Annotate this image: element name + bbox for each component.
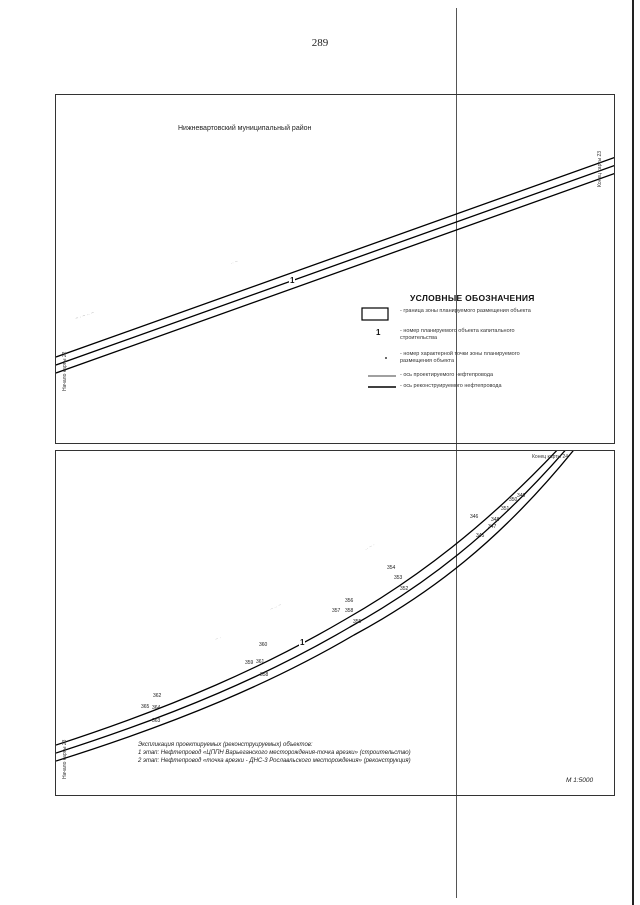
point-label: 364 (152, 705, 161, 711)
map-top-canvas (56, 95, 615, 444)
corridor-boundary-lower (56, 451, 577, 761)
point-label: 351 (501, 506, 510, 512)
district-label: Нижневартовский муниципальный район (178, 125, 312, 132)
point-label: 362 (153, 693, 162, 699)
right-edge-label: Конец карты 23 (597, 150, 603, 187)
point-label: 352 (400, 586, 409, 592)
point-label: 345 (476, 533, 485, 539)
point-label: 355 (353, 619, 362, 625)
explication-title: Экспликация проектируемых (реконструируемых) объектов: (138, 742, 313, 748)
scan-edge-line (632, 0, 634, 905)
legend-zone-box-symbol (362, 308, 388, 320)
point-label: 361 (256, 659, 265, 665)
explication-stage-1: 1 этап: Нефтепровод «ЦППН Варьеганского месторождения-точка врезки» (строительство) (138, 750, 411, 756)
point-label: 359 (245, 660, 254, 666)
pipeline-axis (56, 451, 569, 753)
corridor-boundary-upper (56, 451, 561, 745)
left-edge-label: Начало карты 23 (62, 739, 68, 779)
left-edge-label: Начало карты 22 (62, 351, 68, 391)
point-label: 346 (470, 514, 479, 520)
legend-title: УСЛОВНЫЕ ОБОЗНАЧЕНИЯ (410, 293, 535, 303)
point-label: 356 (345, 598, 354, 604)
object-number-label: 1 (290, 276, 295, 285)
point-label: 357 (332, 608, 341, 614)
point-label: 349 (517, 493, 526, 499)
object-number-label: 1 (300, 638, 305, 647)
map-panel-top (55, 94, 615, 444)
legend-point-symbol (385, 357, 387, 359)
point-label: 347 (488, 524, 497, 530)
point-label: 348 (491, 517, 500, 523)
point-label: 360 (259, 642, 268, 648)
legend-item-object-number: - номер планируемого объекта капитального строительства (400, 328, 515, 341)
legend-item-projected-pipeline: - ось проектируемого нефтепровода (400, 372, 494, 378)
legend-item-reconstructed-pipeline: - ось реконструируемого нефтепровода (400, 383, 502, 389)
legend-item-zone-boundary: - граница зоны планируемого размещения объекта (400, 308, 531, 314)
point-label: 350 (509, 497, 518, 503)
point-label: 353 (394, 575, 403, 581)
page-number: 289 (311, 37, 329, 49)
faint-noise-label: ~ · (214, 635, 223, 643)
point-label: 358 (345, 608, 354, 614)
faint-noise-label: ·· ~ · (364, 542, 377, 553)
faint-noise-label: ~ · ~ ·· ~ (74, 310, 95, 322)
legend-object-number-sample: 1 (376, 328, 381, 337)
corridor-boundary-upper (56, 157, 615, 357)
explication-stage-2: 2 этап: Нефтепровод «точка врезки - ДНС-3 Рославльского месторождения» (реконструкция) (138, 758, 411, 764)
point-label: 354 (387, 565, 396, 571)
right-edge-label: Конец карты 24 (532, 454, 569, 460)
faint-noise-label: ~ ·· ~ (269, 602, 283, 613)
faint-noise-label: ·· ~ (229, 258, 239, 267)
map-scale-label: М 1:5000 (566, 777, 594, 784)
map-panel-bottom (55, 450, 615, 796)
point-label: 365 (141, 704, 150, 710)
point-label: 363 (152, 718, 161, 724)
point-label: 358 (260, 672, 269, 678)
corridor-boundary-lower (56, 173, 615, 373)
legend-item-characteristic-point: - номер характерной точки зоны планируемого размещения объекта (400, 351, 520, 364)
